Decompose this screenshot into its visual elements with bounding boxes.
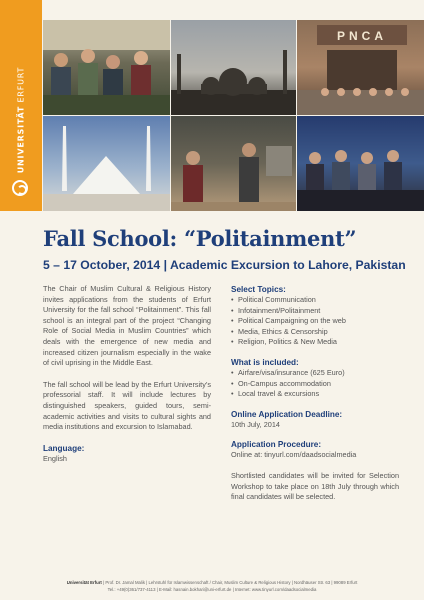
selection-note: Shortlisted candidates will be invited for Selection Workshop to take place on 18th July through which final candidates will be selected. xyxy=(231,470,399,502)
included-list xyxy=(231,368,399,400)
group-of-students-photo xyxy=(43,20,170,115)
procedure-value: Online at: tinyurl.com/daadsocialmedia xyxy=(231,450,357,460)
university-name: UNIVERSITÄT ERFURT xyxy=(16,66,26,174)
list-item: • Political Communication xyxy=(231,295,399,306)
info-column xyxy=(231,284,399,503)
footer-line-2: Tel.: +49(0)361/737-4113 | E-Mail: hasnain.bokhari@uni-erfurt.de | Internet: www.tinyurl.com/daadsocialmedia xyxy=(107,586,317,592)
list-item: • Political Campaigning on the web xyxy=(231,316,399,327)
language-value: English xyxy=(43,454,67,464)
footer xyxy=(0,580,424,593)
footer-line-1: Universität Erfurt | Prof. Dr. Jamal Malik | Lehrstuhl für Islamwissenschaft / Chair, Muslim Culture & Religious History | Nordhäuser Str. 63 | 99089 Erfurt xyxy=(66,580,358,585)
university-sidebar xyxy=(0,0,42,211)
topics-heading: Select Topics: xyxy=(231,285,286,294)
panel-discussion-photo xyxy=(297,116,424,211)
topics-list xyxy=(231,295,399,348)
list-item: • On-Campus accommodation xyxy=(231,379,399,390)
details-paragraph: The fall school will be lead by the Erfurt University’s professorial staff. It will include lectures by distinguished speakers, guided tours, semi-academic activities and visits to cultural sights and media institutions and excursion to Islamabad. xyxy=(43,379,211,432)
lecture-room-photo xyxy=(171,116,296,211)
intro-paragraph: The Chair of Muslim Cultural & Religious History invites applications from the students of Erfurt University for the fall school “Politainment”. This fall school is an integral part of the project “Changing Role of Social Media in Muslim Countries” which deals with the emergence of new media and increased citizen journalism especially in the wake of civil uprising in the Middle East. xyxy=(43,284,211,368)
university-logo-icon xyxy=(12,180,28,196)
list-item: • Airfare/visa/insurance (625 Euro) xyxy=(231,368,399,379)
pnca-building-photo xyxy=(297,20,424,115)
description-column xyxy=(43,284,211,465)
language-heading: Language: xyxy=(43,443,85,453)
list-item: • Infotainment/Politainment xyxy=(231,306,399,317)
faisal-mosque-photo xyxy=(43,116,170,211)
list-item: • Religion, Politics & New Media xyxy=(231,337,399,348)
deadline-value: 10th July, 2014 xyxy=(231,419,280,429)
procedure-heading: Application Procedure: xyxy=(231,440,322,450)
page-title: Fall School: “Politainment” xyxy=(43,226,357,251)
mosque-silhouette-photo xyxy=(171,20,296,115)
deadline-heading: Online Application Deadline: xyxy=(231,409,343,419)
event-subtitle: 5 – 17 October, 2014 | Academic Excursion to Lahore, Pakistan xyxy=(43,258,406,272)
list-item: • Local travel & excursions xyxy=(231,389,399,400)
included-heading: What is included: xyxy=(231,357,299,367)
list-item: • Media, Ethics & Censorship xyxy=(231,327,399,338)
svg-text:PNCA: PNCA xyxy=(336,29,388,43)
